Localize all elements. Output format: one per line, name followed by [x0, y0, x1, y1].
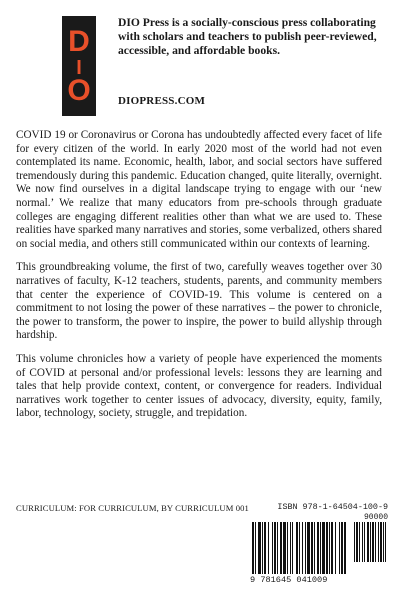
- barcode-digits: 9 781645 041009: [250, 575, 328, 585]
- barcode-bar: [283, 522, 286, 574]
- description-paragraph-2: This groundbreaking volume, the first of two, carefully weaves together over 30 narratives of faculty, K-12 teachers, students, parents, and community members that center the experience of COVID-19. This volume is centered on a commitment to not losing the power of these narratives – the power to chronicle, the power to transform, the power to inspire, the power to build allyship through hardship.: [16, 261, 382, 342]
- logo-letter-i: I: [76, 57, 82, 79]
- barcode-bar: [280, 522, 282, 574]
- barcode-bar: [299, 522, 300, 574]
- barcode-bar: [258, 522, 261, 574]
- price-addon-code: 90000: [363, 513, 388, 522]
- description-paragraph-3: This volume chronicles how a variety of people have experienced the moments of COVID at personal and/or professional levels: lessons they are learning and tales that help provide context, content, or convergence for readers. Individual narratives work together to center issues of advocacy, diversity, equity, family, labor, technology, society, struggle, and trepidation.: [16, 352, 382, 420]
- addon-barcode-bar: [356, 522, 358, 562]
- dio-press-logo: [62, 16, 96, 116]
- logo-letter-o: O: [67, 74, 91, 107]
- addon-barcode-bar: [370, 522, 371, 562]
- addon-barcode-bar: [380, 522, 382, 562]
- barcode-bar: [296, 522, 298, 574]
- barcode-bar: [344, 522, 346, 574]
- barcode-bar: [320, 522, 321, 574]
- logo-letter-d: D: [68, 25, 90, 58]
- publisher-tagline: DIO Press is a socially-conscious press collaborating with scholars and teachers to publish peer-reviewed, accessible, and affordable books.: [118, 16, 377, 57]
- series-title: CURRICULUM: FOR CURRICULUM, BY CURRICULUM 001: [16, 503, 249, 513]
- book-description: [16, 129, 382, 431]
- barcode-bar: [326, 522, 328, 574]
- addon-barcode-bar: [359, 522, 360, 562]
- addon-barcode-bar: [378, 522, 379, 562]
- barcode-bar: [322, 522, 325, 574]
- barcode-bar: [290, 522, 291, 574]
- barcode-bar: [302, 522, 303, 574]
- barcode-bar: [277, 522, 278, 574]
- barcode-bar: [314, 522, 315, 574]
- barcode-bar: [329, 522, 330, 574]
- addon-barcode-bar: [364, 522, 365, 562]
- publisher-website: DIOPRESS.COM: [118, 95, 206, 107]
- isbn-barcode-block: [250, 502, 388, 588]
- barcode-bar: [341, 522, 343, 574]
- barcode-bar: [287, 522, 288, 574]
- barcode-bar: [262, 522, 263, 574]
- barcode-bar: [311, 522, 313, 574]
- addon-barcode-bar: [375, 522, 376, 562]
- barcode-bar: [305, 522, 306, 574]
- barcode-bar: [264, 522, 266, 574]
- addon-barcode-bar: [372, 522, 374, 562]
- description-paragraph-1: COVID 19 or Coronavirus or Corona has undoubtedly affected every facet of life for every citizen of the world. In early 2020 most of the world had not even contemplated its name. Economic, health, labor, and social sectors have suffered tremendously during this pandemic. Education changed, quite literally, overnight. We now find ourselves in a digital landscape trying to engage with our ‘new normal.’ We realize that many educators from pre-schools through graduate colleges are engaging different realities other than what we are used to. These realities have sparked many narratives and stories, some verbalized, others shared on social media, and others still communicated within our contexts of learning.: [16, 129, 382, 250]
- barcode-bar: [274, 522, 276, 574]
- barcode-bar: [339, 522, 340, 574]
- barcode-bar: [317, 522, 319, 574]
- barcode-bar: [255, 522, 256, 574]
- barcode-bar: [331, 522, 333, 574]
- barcode-bar: [335, 522, 336, 574]
- addon-barcode-bar: [385, 522, 386, 562]
- barcode-bar: [292, 522, 293, 574]
- addon-barcode-bar: [383, 522, 384, 562]
- barcode-bar: [268, 522, 269, 574]
- isbn-label: ISBN 978-1-64504-100-9: [277, 502, 388, 512]
- addon-barcode-bar: [367, 522, 369, 562]
- barcode-bar: [252, 522, 254, 574]
- barcode-bar: [272, 522, 273, 574]
- addon-barcode-bar: [354, 522, 355, 562]
- barcode-graphic: [252, 522, 386, 574]
- barcode-bar: [307, 522, 310, 574]
- addon-barcode-bar: [362, 522, 363, 562]
